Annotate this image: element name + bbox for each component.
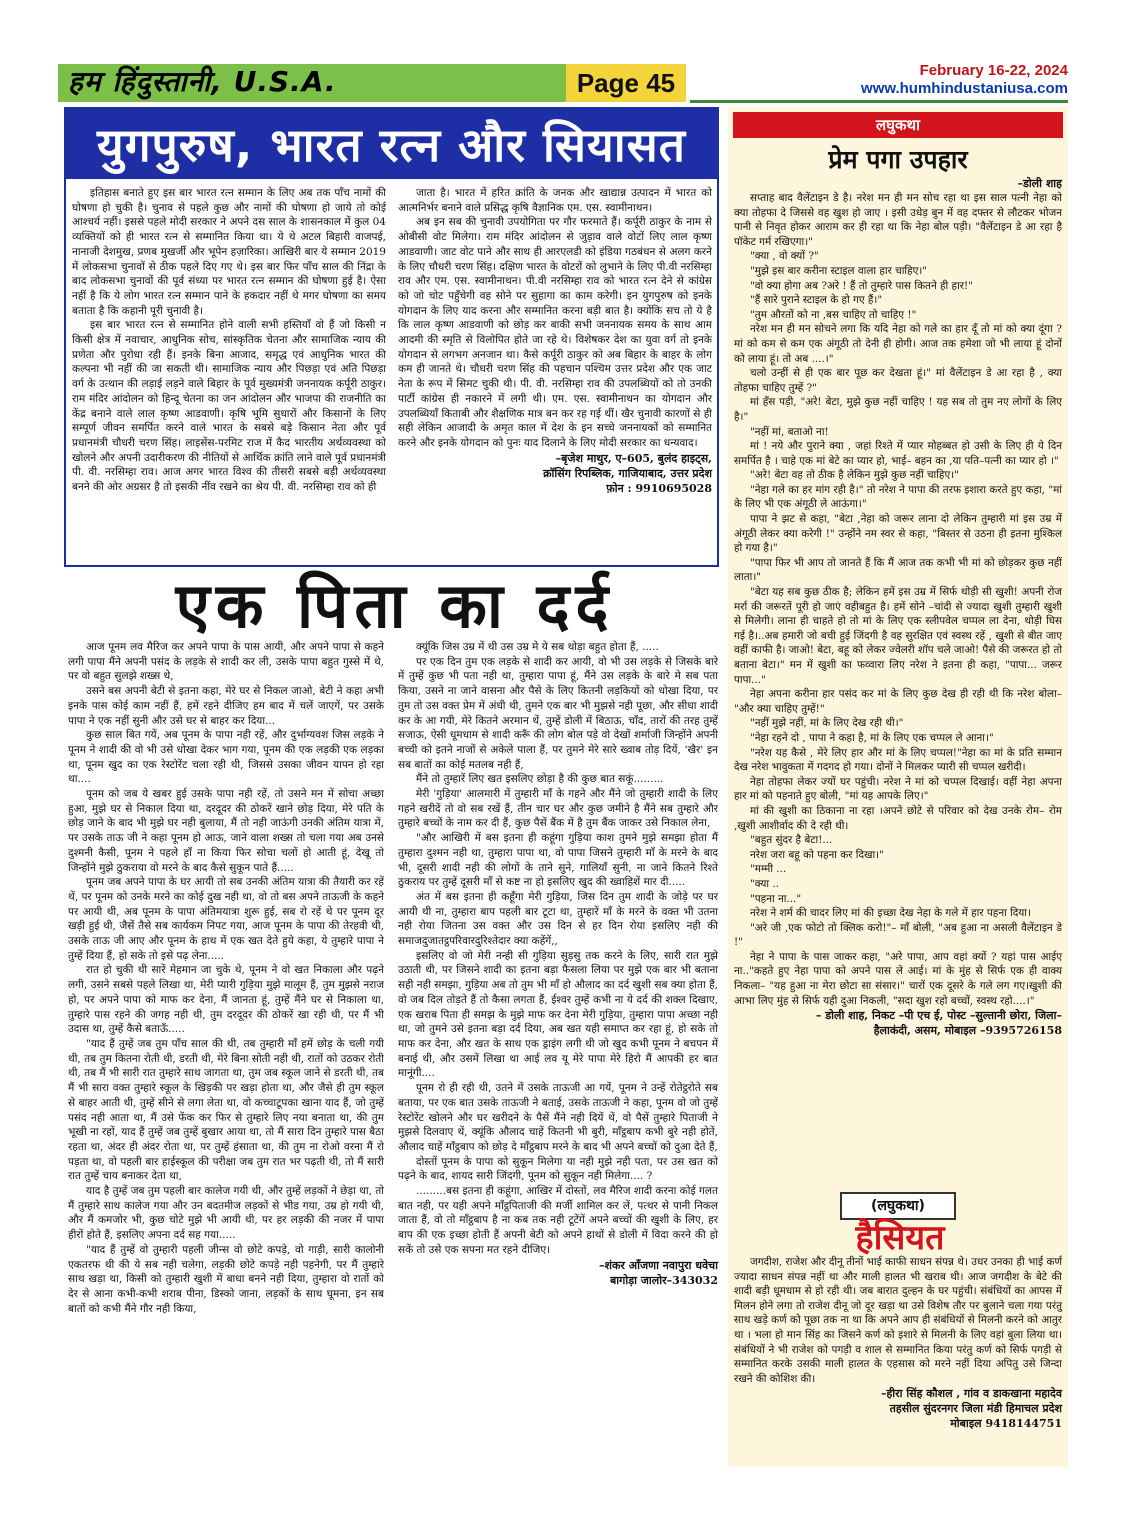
paragraph: पूनम को जब ये खबर हुई उसके पापा नही रहें, तो उसने मन में सोचा अच्छा हुआ, मुझे घर से निकाल दिया था, दरदूदर की ठोकरें खाने छोड़ दिया, मेरे पति के छोड़ जाने के बाद भी मुझे घर नही बुलाया, मैं तो नही जाऊंगी उनकी अंतिम यात्रा में, पर उसके ताऊ जी ने कहा पूनम हो आऊ, जाने वाला शख्स तो चला गया अब उनसे दुश्मनी कैसी, पूनम ने पहले हाँ ना किया फिर सोचा चलों हो आती हूं, देखू तो जिन्होंने मुझे ठुकराया वो मरने के बाद कैसे सुकून पाते हैं..... (68, 788, 384, 874)
paragraph: "क्या .. (750, 877, 779, 890)
paragraph: मां हँस पड़ी, "अरे! बेटा, मुझे कुछ नहीं चाहिए ! यह सब तो तुम नए लोगों के लिए है।" (734, 396, 1062, 423)
paragraph: नरेश मन ही मन सोचने लगा कि यदि नेहा को गले का हार दूँ तो मां को क्या दूंगा ? मां को कम से कम एक अंगूठी तो देनी ही होगी। आज तक हमेशा जो भी लाया हूं दोनों को लाया हूं। तो अब ....।" (734, 323, 1062, 365)
newspaper-name: हम हिंदुस्तानी, U.S.A. (68, 65, 337, 98)
paragraph: "मम्मी ... (750, 863, 787, 876)
paragraph: "नेहा गले का हर मांग रही है।" तो नरेश ने पापा की तरफ इशारा करते हुए कहा, "मां के लिए भी एक अंगूठी ले आऊंगा।" (734, 483, 1062, 511)
author-signature: – डोली शाह, निकट –पी एच ई, पोस्ट –सुल्तानी छोरा, जिला– (815, 1009, 1062, 1023)
paragraph: "अरे जी ,एक फोटो तो क्लिक करो!"– माँ बोली, "अब हुआ ना असली वैलेंटाइन डे !" (734, 921, 1062, 949)
paragraph: "पहना ना..." (750, 892, 802, 905)
issue-date: February 16-22, 2024 (919, 62, 1068, 79)
paragraph: "नहीं मां, बताओ ना! (750, 425, 829, 438)
paragraph: "हैं सारे पुराने स्टाइल के हो गए हैं।" (750, 294, 883, 307)
paragraph: चलो उन्हीं से ही एक बार पूछ कर देखता हूं।" मां वैलेंटाइन डे आ रहा है , क्या तोहफा चाहिए तुम्हें ?" (734, 367, 1062, 394)
top-story-column-2 (398, 186, 712, 496)
paragraph: नेहा ने पापा के पास जाकर कहा, "अरे पापा, आप वहां क्यों ? यहां पास आईए ना.."कहते हुए नेहा पापा को अपने पास ले आई। मां के मुंह से सिर्फ एक ही वाक्य निकला– "यह हुआ ना मेरा छोटा सा संसार।" चारों एक दूसरे के गले लग गए।खुशी की आभा लिए मुंह से सिर्फ यही दुआ निकली, "सदा खुश रहो बच्चों, स्वस्थ रहो....।" (734, 950, 1062, 1007)
paragraph: याद है तुम्हें जब तुम पहली बार कालेज गयी थी, और तुम्हें लड़कों ने छेड़ा था, तो मैं तुम्हारे साथ कालेज गया और उन बदतमीज लड़कों से भीड गया, उम्र हो गयी थी, और मैं कमजोर भी, कुछ चोटे मुझे भी आयी थी, पर हर लड़की की नजर में पापा हीरों होते हैं, इसलिए अपना दर्द सह गया..... (68, 1185, 384, 1242)
author-address: हैलाकंदी, असम, मोबाइल –9395726158 (873, 1024, 1062, 1038)
paragraph: रात हो चुकी थी सारें मेहमान जा चुके थे, पूनम ने वो खत निकाला और पढ़ने लगी, उसने सबसे पहले लिखा था, मेरी प्यारी गुड़िया मुझे मालूम हैं, तुम मुझसे नराज हो, पर अपने पापा को माफ कर देना, मैं जानता हूं, तुम्हें मैंने घर से निकाला था, तुम्हारे पास रहने की जगह नही थी, तुम दरदूदर की ठोकरें खा रही थी, पर मैं भी उदास था, तुम्हें कैसे बताऊँ..... (68, 964, 384, 1036)
paragraph: नरेश जरा बहू को पहना कर दिखा।" (750, 848, 884, 861)
paragraph: इतिहास बनाते हुए इस बार भारत रत्न सम्मान के लिए अब तक पाँच नामों की घोषणा हो चुकी है। चुनाव से पहले कुछ और नामों की घोषणा हो जाये तो कोई आश्चर्य नहीं। इससे पहले मोदी सरकार ने अपने दस साल के शासनकाल में कुल 04 व्यक्तियों को ही भारत रत्न से सम्मानित किया था। ये थे अटल बिहारी वाजपई, नानाजी देशमुख, प्रणब मुखर्जी और भूपेन हज़ारिका। आखिरी बार ये सम्मान 2019 में लोकसभा चुनावों से ठीक पहले दिए गए थे। इस बार फिर पाँच साल की निंद्रा के बाद लोकसभा चुनावों की पूर्व संध्या पर भारत रत्न सम्मान की घोषणा हुई है। ऐसा नहीं है कि ये लोग भारत रत्न सम्मान पाने के हकदार नहीं थे मगर घोषणा का समय बताता है कि कहानी पूरी चुनावी है। (72, 187, 386, 317)
short-story-headline: प्रेम पगा उपहार (828, 145, 968, 174)
author-address: क्रॉसिंग रिपब्लिक, गाजियाबाद, उत्तर प्रदेश (543, 466, 712, 480)
paragraph: उसने बस अपनी बेटी से इतना कहा, मेरे घर से निकल जाओ, बेटी ने कहा अभी इनके पास कोई काम नहीं हैं, हमें रहने दीजिए हम बाद में चलें जाएगें, पर उसके पापा ने एक नहीं सुनी और उसे घर से बाहर कर दिया... (68, 685, 384, 727)
section-label: लघुकथा (733, 112, 1063, 138)
paragraph: "अरे! बेटा वह तो ठीक है लेकिन मुझे कुछ नहीं चाहिए।" (750, 469, 959, 482)
paragraph: .........बस इतना ही कहूंगा, आखिर में दोस्तों, लव मैरिज शादी करना कोई गलत बात नही, पर यही अपने माँट्ठपिताजी की मर्जी शामिल कर लें, पत्थर से पानी निकल जाता हैं, वो तो माँट्ठबाप है ना कब तक नही टूटेंगें अपने बच्चों की खुशी के लिए, हर बाप की एक इच्छा होती हैं अपनी बेटी को अपने हाथों से डोली में विदा करने की हो सकें तो उसे एक सपना मत रहने दीजिए। (398, 1185, 718, 1256)
paragraph: "याद हैं तुम्हें वो तुम्हारी पहली जीन्स वो छोटे कपड़े, वो गाड़ी, सारी कालोनी एकतरफ थी की ये सब नही चलेगा, लड़की छोटे कपड़े नही पहनेगी, पर मैं तुम्हारे साथ खड़ा था, किसी को तुम्हारी खुशी में बाधा बनने नही दिया, तुम्हारा वो रातों को देर से आना कभी-कभी शराब पीना, डिस्को जाना, लड़कों के साथ घूमना, इन सब बातों को कभी मैंने गौर नही किया, (68, 1243, 384, 1315)
author-address: बागोड़ा जालोर–343032 (610, 1273, 718, 1287)
short-story-body (734, 176, 1062, 1038)
paragraph: इस बार भारत रत्न से सम्मानित होने वाली सभी हस्तियाँ वो हैं जो किसी न किसी क्षेत्र में नवाचार, आधुनिक सोच, सांस्कृतिक चेतना और सामाजिक न्याय की प्रणेता और पुरोधा रही हैं। इनके बिना आजाद, समृद्ध एवं आधुनिक भारत की कल्पना भी नहीं की जा सकती थी। सामाजिक न्याय और पिछड़ा एवं अति पिछड़ा वर्ग के उत्थान की लड़ाई लड़ने वाले बिहार के पूर्व मुख्यमंत्री जननायक कर्पूरी ठाकुर। राम मंदिर आंदोलन को हिन्दू चेतना का जन आंदोलन और भाजपा की राजनीति का केंद्र बनाने वाले लाल कृष्ण आडवाणी। कृषि भूमि सुधारों और किसानों के लिए सम्पूर्ण जीवन समर्पित करने वाले भारत के सबसे बड़े किसान नेता और पूर्व प्रधानमंत्री चौधरी चरण सिंह। लाइसेंस-परमिट राज में कैद भारतीय अर्थव्यवस्था को खोलने और अपनी उदारीकरण की नीतियों से आर्थिक क्रांति लाने वाले पूर्व प्रधानमंत्री पी. वी. नरसिम्हा राव। आज अगर भारत विश्व की तीसरी सबसे बड़ी अर्थव्यवस्था बनने की ओर अग्रसर है तो इसकी नींव रखने का श्रेय पी. वी. नरसिम्हा राव को ही (72, 319, 386, 494)
paragraph: "पापा फिर भी आप तो जानते हैं कि मैं आज तक कभी भी मां को छोड़कर कुछ नहीं लाता।" (734, 556, 1062, 584)
paragraph: पूनम जब अपने पापा के घर आयी तो सब उनकी अंतिम यात्रा की तैयारी कर रहें थें, पर पूनम को उनके मरने का कोई दुख नही था, वो तो बस अपने ताऊजी के कहने पर आयी थी, अब पूनम के पापा अंतिमयात्रा शुरू हुई, सब रो रहें थे पर पूनम दूर खड़ी हुई थी, जैसें तैसे सब कार्यकम निपट गया, आज पूनम के पापा की तेरहवी थी, उसके ताऊ जी आए और पूनम के हाथ में एक खत देते हुये कहा, ये तुम्हारे पापा ने तुम्हें दिया हैं, हो सके तो इसे पढ़ लेना..... (68, 876, 384, 962)
paragraph: इसलिए वो जो मेरी नन्ही सी गुड़िया सुड़सु तक करने के लिए, सारी रात मुझे उठाती थी, पर जिसने शादी का इतना बड़ा फैसला लिया पर मुझे एक बार भी बताना सही नही समझा, गुड़िया अब तो तुम भी माँ हो औलाद का दर्द खुशी सब क्या होता हैं, वो जब दिल तोड़ते हैं तो कैसा लगता हैं, ईश्वर तुम्हें कभी ना ये दर्द की शक्ल दिखाए, एक खराब पिता ही समझ के मुझे माफ कर देना मेरी गुड़िया, तुम्हारा पापा अच्छा नही था, जो तुमने उसे इतना बड़ा दर्द दिया, अब खत यही समाप्त कर रहा हूं, हो सके तो माफ कर देना, और खत के साथ एक ड्राइंग लगी थी जो खुद कभी पूनम ने बचपन में बनाई थी, और उसमें लिखा था आई लव यू मेरे पापा मेरे हिरो मैं आपकी हर बात मानूंगी.... (398, 949, 718, 1080)
paragraph: नेहा तोहफा लेकर ज्यों घर पहुंची। नरेश ने मां को चप्पल दिखाई। वहीं नेहा अपना हार मां को पहनाते हुए बोली, "मां यह आपके लिए।" (734, 775, 1062, 803)
website-link[interactable]: www.humhindustaniusa.com (861, 80, 1068, 97)
paragraph: अंत में बस इतना ही कहूँगा मेरी गुड़िया, जिस दिन तुम शादी के जोड़े पर घर आयी थी ना, तुम्हारा बाप पहली बार टूटा था, तुम्हारें माँ के मरने के वक्त भी उतना नही रोया जितना उस वक्त और उस दिन से हर दिन रोया इसलिए नही की समाजदुजातट्ठपरिवारदुरिश्तेदार क्या कहेंगें,, (398, 890, 718, 948)
main-story-column-1 (68, 640, 384, 1316)
main-story-column-2 (398, 640, 718, 1288)
paragraph: मां की खुशी का ठिकाना ना रहा ।अपने छोटे से परिवार को देख उनके रोम– रोम ,खुशी आशीर्वाद की दे रही थी। (734, 804, 1062, 832)
top-story-column-1 (72, 186, 386, 495)
paragraph: "और आखिरी में बस इतना ही कहूंगा गुड़िया काश तुमने मुझे समझा होता मैं तुम्हारा दुश्मन नही था, तुम्हारा पापा था, वो पापा जिसने तुम्हारी माँ के मरने के बाद भी, दूसरी शादी नही की लोगों के ताने सुने, गालियाँ सुनी, ना जाने कितने रिश्ते ठुकराय पर तुम्हें दूसरी माँ से कष्ट ना हो इसलिए खुद की ख्वाहिशें मार दी..... (398, 832, 718, 889)
author-signature: –बृजेश माथुर, ए–605, बुलंद हाइट्स, (555, 451, 712, 465)
paragraph: "बहुत सुंदर है बेटा!... (750, 834, 833, 847)
paragraph: आज पूनम लव मैरिज कर अपने पापा के पास आयी, और अपने पापा से कहने लगी पापा मैंने अपनी पसंद के लड़के से शादी कर ली, उसके पापा बहुत गुस्से में थे, पर वो बहुत सुलझे शख्स थे, (68, 641, 384, 683)
paragraph: "याद हैं तुम्हें जब तुम पाँच साल की थी, तब तुम्हारी माँ हमें छोड़ के चली गयी थी, तब तुम कितना रोती थी, डरती थी, मेरे बिना सोती नही थी, रातों को उठकर रोती थी, तब मैं भी सारी रात तुम्हारे साथ जागता था, तुम जब स्कूल जाने से डरती थी, तब मैं भी सारा वक्त तुम्हारे स्कूल के खिड़की पर खड़ा होता था, और जैसे ही तुम स्कूल से बाहर आती थी, तुम्हें सीने से लगा लेता था, वो कच्चाटूपका खाना याद हैं, जो तुम्हें पसंद नही आता था, मैं उसे फेंक कर फिर से तुम्हारे लिए नया बनाता था, की तुम भूखी ना रहों, याद हैं तुम्हें जब तुम्हें बुखार आया था, तो मैं सारा दिन तुम्हारे पास बैठा रहता था, अंदर ही अंदर रोता था, पर तुम्हें हंसाता था, की तुम ना रोओ वरना मैं रो पड़ता था, वो पहली बार हाईस्कूल की परीक्षा जब तुम रात भर पढ़ती थी, तो मैं सारी रात तुम्हें चाय बनाकर देता था, (68, 1037, 384, 1183)
top-story-headline: युगपुरुष, भारत रत्न और सियासत (66, 109, 717, 179)
main-story-headline: एक पिता का दर्द (175, 569, 615, 642)
paragraph: नरेश ने शर्म की चादर लिए मां की इच्छा देख नेहा के गले में हार पहना दिया। (750, 907, 1031, 920)
page-number: Page 45 (566, 64, 686, 102)
short-story-2-headline: हैसियत (855, 1218, 945, 1258)
paragraph: जाता है। भारत में हरित क्रांति के जनक और खाद्यान्न उत्पादन में भारत को आत्मनिर्भर बनाने वाले प्रसिद्ध कृषि वैज्ञानिक एम. एस. स्वामीनाथन। (398, 187, 712, 214)
paragraph: पापा ने झट से कहा, "बेटा ,नेहा को जरूर लाना दो लेकिन तुम्हारी मां इस उम्र में अंगूठी लेकर क्या करेगी !" उन्होंने नम स्वर से कहा, "बिस्तर से उठना ही इतना मुश्किल हो गया है।" (734, 513, 1062, 555)
paragraph: "नरेश यह कैसे , मेरे लिए हार और मां के लिए चप्पल!"नेहा का मां के प्रति सम्मान देख नरेश भावुकता में गदगद हो गया। दोनों ने मिलकर प्यारी सी चप्पल खरीदी। (734, 746, 1062, 774)
paragraph: मेरी 'गुड़िया' आलमारी में तुम्हारी माँ के गहने और मैंने जो तुम्हारी शादी के लिए गहने खरीदें तो वो सब रखें हैं, तीन चार घर और कुछ जमीने है मैंने सब तुम्हारे और तुम्हारे बच्चों के नाम कर दी हैं, कुछ पैसें बैंक में है तुम बैंक जाकर उसे निकाल लेना, (398, 788, 718, 830)
paragraph: मैंने तो तुम्हारें लिए खत इसलिए छोड़ा है की कुछ बात सकूं......... (416, 773, 664, 786)
author-phone: फ़ोन : 9910695028 (606, 481, 712, 495)
paragraph: पूनम रो ही रही थी, उतने में उसके ताऊजी आ गयें, पूनम ने उन्हें रोतेट्ठरोते सब बताया, पर एक बात उसके ताऊजी ने बताई, उसके ताऊजी ने कहा, पूनम वो जो तुम्हें रेस्टोरेंट खोलने और घर खरीदने के पैसें मैंने नही दियें थें, वो पैसें तुम्हारे पिताजी ने मुझसे दिलवाए थें, क्यूंकि औलाद चाहें कितनी भी बुरी, माँट्ठबाप कभी बुरे नही होतें, औलाद चाहें माँट्ठबाप को छोड़ दे माँट्ठबाप मरने के बाद भी अपने बच्चों को दुआ देते हैं, (398, 1082, 718, 1153)
paragraph: "मुझे इस बार करीना स्टाइल वाला हार चाहिए।" (750, 264, 928, 277)
paragraph: "नहीं मुझे नहीं, मां के लिए देख रही थी।" (750, 717, 904, 730)
paragraph: कुछ साल बित गयें, अब पूनम के पापा नही रहें, और दुर्भाग्यवश जिस लड़के ने पूनम ने शादी की वो भी उसे धोखा देकर भाग गया, पूनम की एक लड़की एक लड़का था, पूनम खुद का एक रेस्टोरेंट चला रही थी, जिससे उसका जीवन यापन हो रहा था.... (68, 729, 384, 786)
paragraph: नेहा अपना करीना हार पसंद कर मां के लिए कुछ देख ही रही थी कि नरेश बोला– "और क्या चाहिए तुम्हें!" (734, 688, 1062, 715)
author-address: तहसील सुंदरनगर जिला मंडी हिमाचल प्रदेश (889, 1402, 1062, 1416)
paragraph: मां ! नये और पुराने क्या , जहां रिश्ते में प्यार मोहब्बत हो उसी के लिए ही ये दिन समर्पित है । चाहे एक मां बेटे का प्यार हो, भाई– बहन का ,या पति–पत्नी का प्यार हो ।" (734, 440, 1062, 467)
short-story-2-body (734, 1255, 1062, 1431)
paragraph: क्यूंकि जिस उम्र में थी उस उम्र मे ये सब थोड़ा बहुत होता हैं, ..... (416, 641, 659, 653)
author-signature: –हीरा सिंह कौशल , गांव व डाकखाना महादेव (880, 1387, 1062, 1401)
paragraph: "बेटा यह सब कुछ ठीक है; लेकिन हमें इस उम्र में सिर्फ थोड़ी सी खुशी! अपनी रोज मर्रा की जरूरतें पूरी हो जाएं वहीबहुत है। हमें सोने –चांदी से ज्यादा खुशी तुम्हारी खुशी से मिलेगी। लाना ही चाहते हो तो मां के लिए एक स्लीपवेल चप्पल ला देना, थोड़ी घिस गई है।..अब हमारी जो बची हुई जिंदगी है वह सुरक्षित एवं स्वस्थ रहें , खुशी से बीत जाए वहीं काफी है। जाओ! बेटा, बहू को लेकर ज्वेलरी शॉप चले जाओ! पैसे की जरूरत हो तो बताना बेटा।" मन में खुशी का फव्वारा लिए नरेश ने इतना ही कहा, "पापा... जरूर पापा..." (734, 586, 1063, 686)
paragraph: पर एक दिन तुम एक लड़के से शादी कर आयी, वो भी उस लड़के से जिसके बारे में तुम्हें कुछ भी पता नही था, तुम्हारा पापा हूं, मैंने उस लड़के के बारे मे सब पता किया, उसने ना जाने वासना और पैसे के लिए कितनी लड़कियों को धोखा दिया, पर तुम तो उस वक्त प्रेम में अंधी थी, तुमने एक बार भी मुझसे नही पूछा, और सीधा शादी कर के आ गयी, मेरे कितने अरमान थें, तुम्हें डोली में बिठाऊ, चाँद, तारों की तरह तुम्हें सजाऊ, ऐसी धूमधाम से शादी करूँ की लोग बोल पड़े वो देखों शर्माजी जिन्होंने अपनी बच्ची को इतने नाजों से अकेले पाला हैं, पर तुमने मेरे सारे ख्वाब तोड़ दियें, 'खैर' इन सब बातों का कोई मतलब नही हैं, (398, 655, 718, 771)
paragraph: "तुम औरतों को ना ,बस चाहिए तो चाहिए !" (750, 308, 917, 321)
paragraph: अब इन सब की चुनावी उपयोगिता पर गौर फरमाते हैं। कर्पूरी ठाकुर के नाम से ओबीसी वोट मिलेगा। राम मंदिर आंदोलन से जुड़ाव वाले वोटों लिए लाल कृष्ण आडवाणी। जाट वोट पाने और साथ ही आरएलडी को इंडिया गठबंधन से अलग करने के लिए चौधरी चरण सिंह। दक्षिण भारत के वोटरों को लुभाने के लिए पी.वी नरसिम्हा राव और एम. एस. स्वामीनाथन। पी.वी नरसिम्हा राव को भारत रत्न देने से कांग्रेस को जो चोट पहुँचेगी वह सोने पर सुहागा का काम करेगी। इन युगपुरुष को इनके योगदान के लिए याद करना और सम्मानित करना बड़ी बात है। क्योंकि सच तो ये है कि लाल कृष्ण आडवाणी को छोड़ कर बाकी सभी जननायक समय के साथ आम आदमी की स्मृति से विलोपित होते जा रहे थे। विशेषकर देश का युवा वर्ग तो इनके योगदान से लगभग अनजान था। कैसे कर्पूरी ठाकुर को अब बिहार के बाहर के लोग कम ही जानते थे। चौधरी चरण सिंह की पहचान पश्चिम उत्तर प्रदेश और एक जाट नेता के रूप में सिमट चुकी थी। पी. वी. नरसिम्हा राव की उपलब्धियों को तो उनकी पार्टी कांग्रेस ही नकारने में लगी थी। एम. एस. स्वामीनाथन का योगदान और उपलब्धियाँ किताबी और शैक्षणिक मात्र बन कर रह गई थीं। खैर चुनावी कारणों से ही सही लेकिन आजादी के अमृत काल में देश के इन सच्चे जननायकों को सम्मानित करने और इनके योगदान को पुनः याद दिलाने के लिए मोदी सरकार का धन्यवाद। (398, 216, 712, 449)
header-rule (690, 100, 1068, 103)
author-signature: –शंकर आँजणा नवापुरा धवेचा (598, 1258, 718, 1272)
story-byline: –डोली शाह (1017, 177, 1062, 190)
paragraph: दोस्तों पूनम के पापा को सुकून मिलेगा या नही मुझे नही पता, पर उस खत को पढ़ने के बाद, शायद सारी जिंदगी, पूनम को सुकून नही मिलेगा.... ? (398, 1155, 718, 1183)
paragraph: "वो क्या होगा अब ?अरे ! हैं तो तुम्हारे पास कितने ही हार!" (750, 279, 973, 292)
paragraph: "नेहा रहने दो , पापा ने कहा है, मां के लिए एक चप्पल ले आना।" (750, 731, 994, 744)
paragraph: "क्या , वो क्यों ?" (750, 250, 819, 263)
paragraph: जगदीश, राजेश और दीनू तीनों भाई काफी साधन संपन्न थे। उधर उनका ही भाई कर्ण ज्यादा साधन संपन्न नहीं था और माली हालत भी खराब थी। आज जगदीश के बेटे की शादी बड़ी धूमधाम से हो रही थी। जब बारात दुल्हन के घर पहुंची। संबंधियों का आपस में मिलन होने लगा तो राजेश दीनू जो दूर खड़ा था उसे विशेष तौर पर बुलाने चला गया परंतु साथ खड़े कर्ण को पूछा तक ना था कि अपने आप ही संबंधियों से मिलनी करने को आतुर था । भला हो मान सिंह का जिसने कर्ण को इशारे से मिलनी के लिए वहां बुला लिया था। संबंधियों ने भी राजेश को पगड़ी व शाल से सम्मानित किया परंतु कर्ण को सिर्फ पगड़ी से सम्मानित करके उसकी माली हालत के एहसास को मरने नहीं दिया अपितु उसे जिन्दा रखने की कोशिश की। (734, 1256, 1062, 1385)
section-label-2: (लघुकथा) (840, 1192, 956, 1220)
paragraph: सप्ताह बाद वैलेंटाइन डे है। नरेश मन ही मन सोच रहा था इस साल पत्नी नेहा को क्या तोहफा दे जिससे वह खुश हो जाए । इसी उधेड़ बुन में वह दफ्तर से लौटकर भोजन पानी से निवृत होकर आराम कर ही रहा था कि नेहा बोल पड़ी। "वैलेंटाइन डे आ रहा है पॉकेट गर्म रखिएगा।" (734, 192, 1062, 248)
author-phone: मोबाइल 9418144751 (950, 1417, 1062, 1431)
